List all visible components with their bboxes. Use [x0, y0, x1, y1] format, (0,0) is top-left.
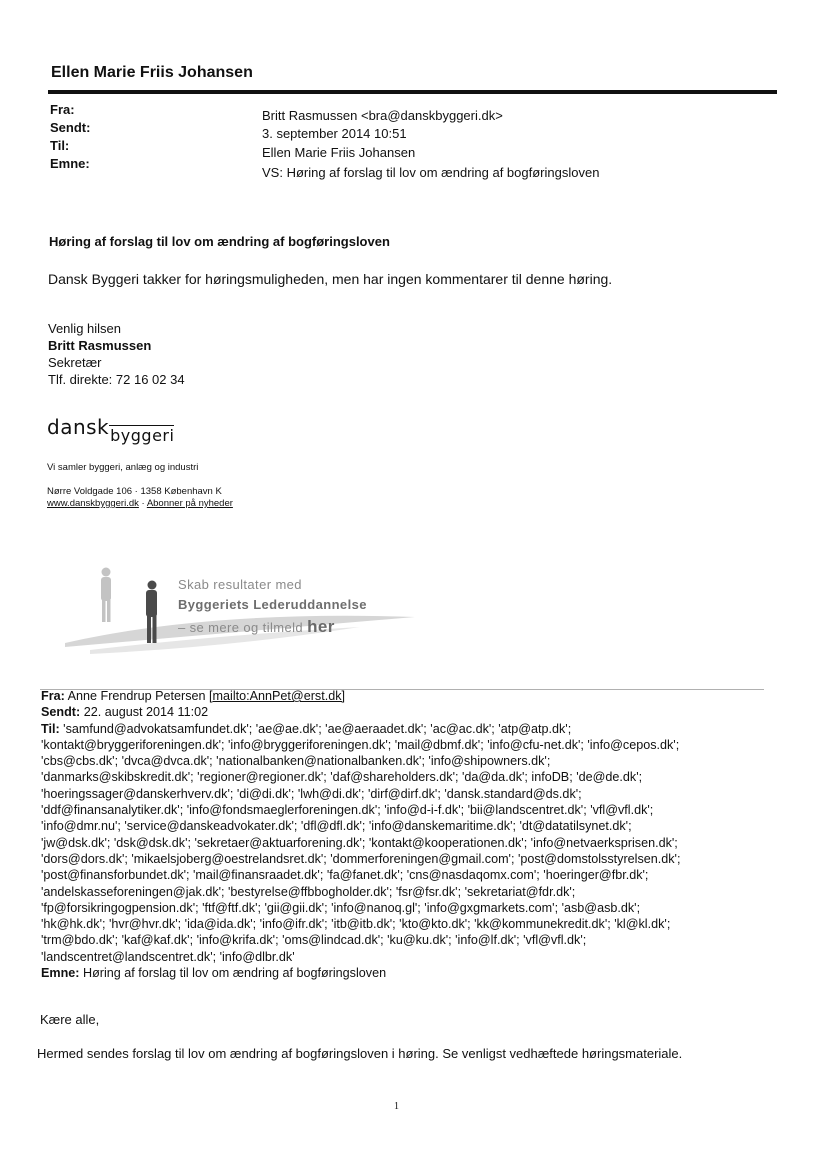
signature-name: Britt Rasmussen [48, 338, 152, 353]
banner-cta-her[interactable]: her [307, 617, 335, 636]
to-value: Ellen Marie Friis Johansen [262, 145, 416, 160]
fwd-sent-label: Sendt: [41, 705, 81, 720]
from-label: Fra: [50, 102, 75, 117]
fwd-to-line: 'andelskasseforeningen@jak.dk'; 'bestyrelse@ffbbogholder.dk'; 'fsr@fsr.dk'; 'sekretariat@fdr.dk'; [41, 884, 576, 899]
website-link[interactable]: www.danskbyggeri.dk [47, 498, 139, 509]
banner-line-1: Skab resultater med [178, 577, 302, 592]
message-title: Høring af forslag til lov om ændring af bogføringsloven [49, 234, 390, 249]
fwd-to-line: 'trm@bdo.dk'; 'kaf@kaf.dk'; 'info@krifa.dk'; 'oms@lindcad.dk'; 'ku@ku.dk'; 'info@lf.dk'; 'vfl@vfl.dk'; [41, 933, 587, 948]
company-links [47, 498, 233, 509]
fwd-mailto-link[interactable]: [mailto:AnnPet@erst.dk] [209, 689, 346, 703]
sent-value: 3. september 2014 10:51 [262, 126, 407, 141]
fwd-to-line: 'ddf@finansanalytiker.dk'; 'info@fondsmaeglerforeningen.dk'; 'info@d-i-f.dk'; 'bii@landscentret.dk'; 'vfl@vfl.dk'; [41, 803, 654, 818]
fwd-to-line: 'landscentret@landscentret.dk'; 'info@dlbr.dk' [41, 949, 295, 964]
company-tagline: Vi samler byggeri, anlæg og industri [47, 462, 199, 473]
fwd-sent-line [41, 704, 781, 720]
fwd-to-line: 'danmarks@skibskredit.dk'; 'regioner@regioner.dk'; 'daf@shareholders.dk'; 'da@da.dk'; infoDB; 'de@de.dk'; [41, 770, 643, 785]
fwd-to-line: 'hoeringssager@danskerhverv.dk'; 'di@di.dk'; 'lwh@di.dk'; 'dirf@dirf.dk'; 'dansk.standard@ds.dk'; [41, 786, 582, 801]
fwd-sent-value: 22. august 2014 11:02 [83, 705, 209, 720]
fwd-to-line [41, 721, 781, 737]
fwd-to-line: 'cbs@cbs.dk'; 'dvca@dvca.dk'; 'nationalbanken@nationalbanken.dk'; 'info@shipowners.dk'; [41, 754, 551, 769]
person-figure-light-icon [101, 568, 111, 623]
fwd-to-label: Til: [41, 721, 60, 736]
fwd-subject-value: Høring af forslag til lov om ændring af bogføringsloven [83, 966, 387, 981]
fwd-from-value: Anne Frendrup Petersen [67, 689, 206, 703]
from-value: Britt Rasmussen <bra@danskbyggeri.dk> [262, 108, 503, 123]
closing-greeting: Kære alle, [40, 1012, 100, 1027]
fwd-recipients [41, 721, 781, 965]
header-divider [48, 90, 777, 94]
fwd-subject-label: Emne: [41, 966, 80, 981]
signature-greeting: Venlig hilsen [48, 321, 121, 336]
mailbox-owner-name: Ellen Marie Friis Johansen [51, 64, 253, 81]
fwd-from-line [41, 688, 781, 704]
to-label: Til: [50, 138, 70, 153]
fwd-to-line: 'post@finansforbundet.dk'; 'mail@finansraadet.dk'; 'fa@fanet.dk'; 'cns@nasdaqomx.com'; 'hoeringer@fbr.dk'; [41, 868, 649, 883]
fwd-from-label: Fra: [41, 689, 65, 703]
subject-label: Emne: [50, 156, 90, 171]
newsletter-link[interactable]: Abonner på nyheder [146, 498, 233, 509]
fwd-to-line: 'hk@hk.dk'; 'hvr@hvr.dk'; 'ida@ida.dk'; 'info@ifr.dk'; 'itb@itb.dk'; 'kto@kto.dk'; 'kk@kommunekredit.dk'; 'kl@kl.dk'; [41, 917, 671, 932]
fwd-subject-line [41, 965, 781, 981]
page-number: 1 [394, 1101, 399, 1112]
fwd-to-line: 'info@dmr.nu'; 'service@danskeadvokater.dk'; 'dfl@dfl.dk'; 'info@danskemaritime.dk'; 'dt@datatilsynet.dk'; [41, 819, 632, 834]
fwd-to-line: 'kontakt@bryggeriforeningen.dk'; 'info@bryggeriforeningen.dk'; 'mail@dbmf.dk'; 'info@cfu-net.dk'; 'info@cepos.dk'; [41, 737, 680, 752]
banner-line-2: Byggeriets Lederuddannelse [178, 597, 367, 612]
signature-role: Sekretær [48, 355, 102, 370]
banner-line-3-text: – se mere og tilmeld [178, 620, 308, 635]
logo-text-byggeri: byggeri [110, 426, 175, 445]
sent-label: Sendt: [50, 120, 91, 135]
subject-value: VS: Høring af forslag til lov om ændring af bogføringsloven [262, 165, 600, 180]
forwarded-header [41, 688, 781, 981]
fwd-to-line: 'dors@dors.dk'; 'mikaelsjoberg@oestrelandsret.dk'; 'dommerforeningen@gmail.com'; 'post@domstolsstyrelsen.dk'; [41, 851, 681, 866]
fwd-to-value: 'samfund@advokatsamfundet.dk'; 'ae@ae.dk'; 'ae@aeraadet.dk'; 'ac@ac.dk'; 'atp@atp.dk'; [63, 721, 572, 736]
company-logo [47, 415, 175, 445]
banner-line-3 [178, 617, 335, 637]
closing-body: Hermed sendes forslag til lov om ændring af bogføringsloven i høring. Se venligst vedhæftede høringsmateriale. [37, 1046, 683, 1061]
fwd-to-line: 'fp@forsikringogpension.dk'; 'ftf@ftf.dk'; 'gii@gii.dk'; 'info@nanoq.gl'; 'info@gxgmarkets.com'; 'asb@asb.dk'; [41, 900, 641, 915]
signature-phone: Tlf. direkte: 72 16 02 34 [48, 372, 185, 387]
message-body: Dansk Byggeri takker for høringsmuligheden, men har ingen kommentarer til denne høring. [48, 271, 613, 287]
fwd-to-line: 'jw@dsk.dk'; 'dsk@dsk.dk'; 'sekretaer@aktuarforening.dk'; 'kontakt@kooperationen.dk'; 'info@netvaerksprisen.dk'; [41, 835, 678, 850]
link-separator: · [138, 498, 147, 509]
logo-text-dansk: dansk [47, 415, 110, 439]
company-address: Nørre Voldgade 106 · 1358 København K [47, 486, 222, 497]
